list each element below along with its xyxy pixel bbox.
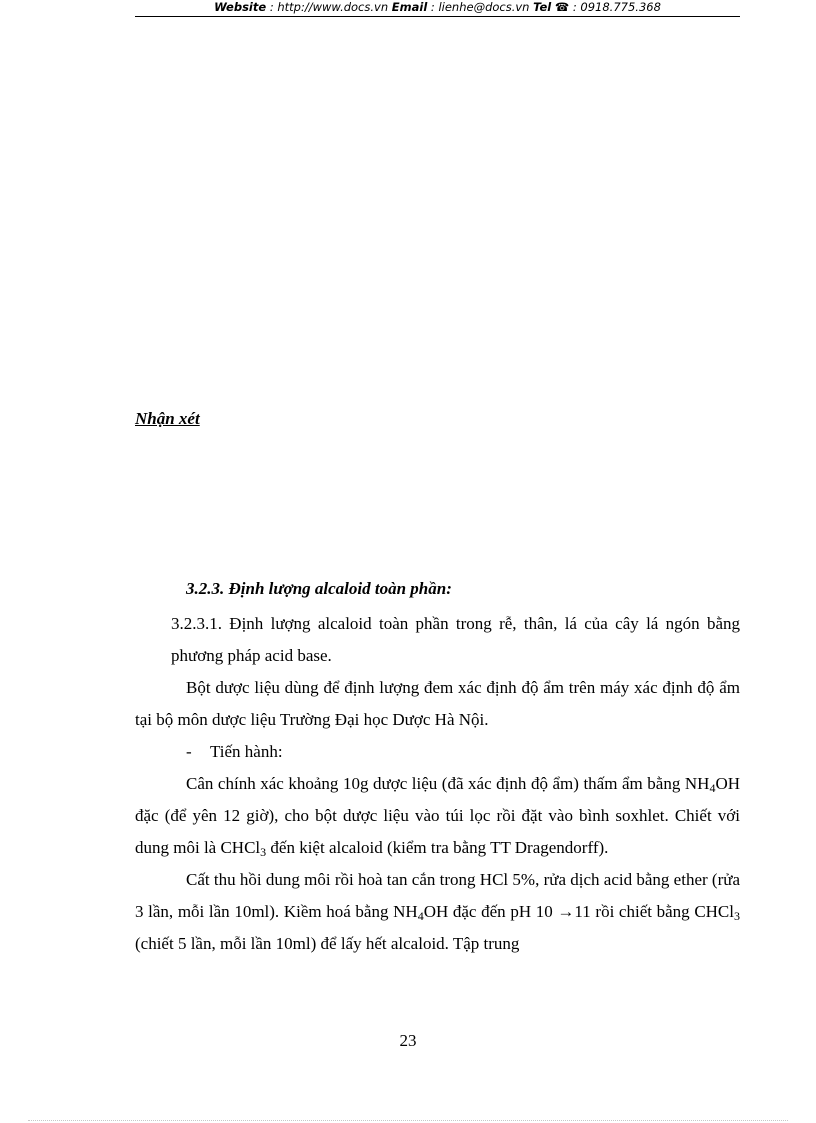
paragraph-moisture: Bột dược liệu dùng để định lượng đem xác định độ ẩm trên máy xác định độ ẩm tại bộ môn dược liệu Trường Đại học Dược Hà Nội. [135,678,740,729]
procedure-label: Tiến hành: [210,742,283,761]
subscript: 3 [734,909,740,923]
subscript: 4 [709,781,716,795]
email-label: Email [391,0,428,14]
body-text [135,608,740,960]
section-heading: Nhận xét [135,409,200,428]
tel-value: : 0918.775.368 [572,0,661,14]
text-run: OH đặc (để yên 12 giờ), cho bột dược liệu vào túi lọc rồi đặt vào bình soxhlet. Chiết với dung môi là CHCl [135,774,740,857]
website-value: : http://www.docs.vn [269,0,389,14]
text-run: OH đặc đến pH 10 →11 rồi chiết bằng CHCl [423,902,734,921]
text-run: Cân chính xác khoảng 10g dược liệu (đã xác định độ ẩm) thấm ẩm bằng NH [186,774,710,793]
paragraph-purification [135,864,740,960]
text-run: (chiết 5 lần, mỗi lần 10ml) để lấy hết alcaloid. Tập trung [135,934,520,953]
subsection-title: 3.2.3. Định lượng alcaloid toàn phần: [186,579,452,598]
phone-icon: ☎ [554,0,570,14]
page-number: 23 [399,1031,417,1050]
text-run: Cất thu hồi dung môi rồi hoà tan cắn trong HCl 5%, rửa dịch acid bằng ether (rửa 3 lần, mỗi lần 10ml). Kiềm hoá bằng NH [135,870,740,921]
text-run: đến kiệt alcaloid (kiểm tra bằng TT Dragendorff). [266,838,609,857]
paragraph-method-title: 3.2.3.1. Định lượng alcaloid toàn phần trong rễ, thân, lá của cây lá ngón bằng phương pháp acid base. [171,614,740,665]
page-bottom-divider [28,1120,788,1121]
dash-bullet: - [186,742,192,761]
paragraph-extraction [135,768,740,864]
subscript: 3 [260,845,267,859]
email-value: : lienhe@docs.vn [430,0,530,14]
website-label: Website [214,0,267,14]
subscript: 4 [417,909,424,923]
page-header [135,0,740,17]
tel-label: Tel [533,0,552,14]
procedure-item [135,736,740,768]
